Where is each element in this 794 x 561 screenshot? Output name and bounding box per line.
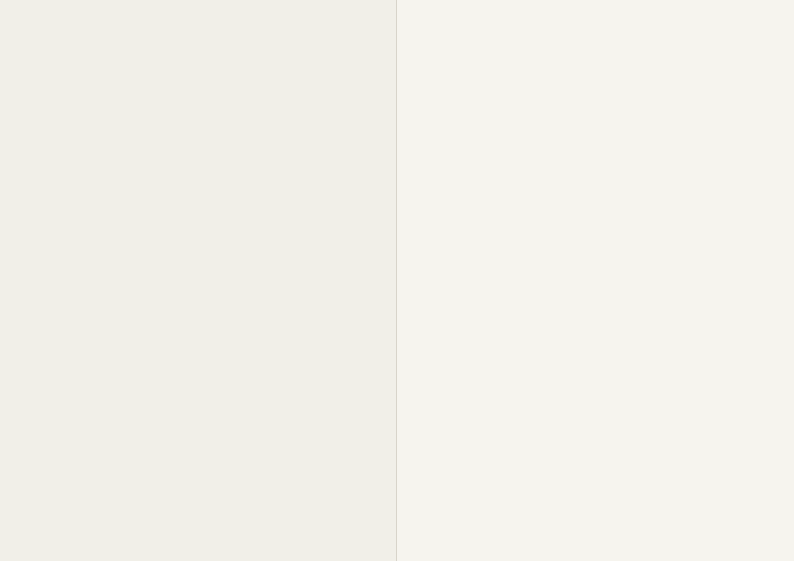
page-4 (397, 0, 794, 561)
story-title (52, 24, 385, 35)
